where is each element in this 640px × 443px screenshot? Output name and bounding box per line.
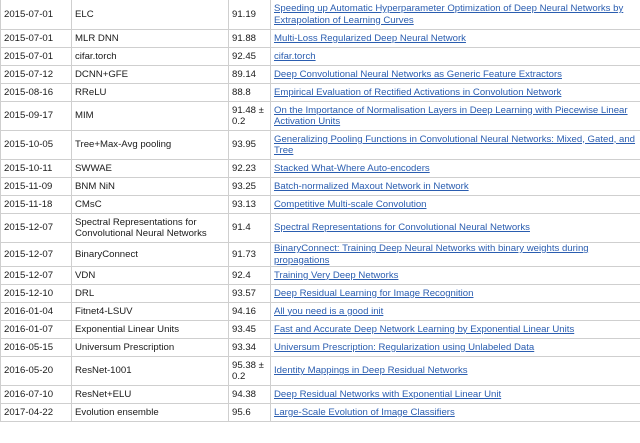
- table-row: [1, 214, 640, 243]
- table-row: [1, 84, 640, 102]
- paper-link[interactable]: Empirical Evaluation of Rectified Activations in Convolution Network: [274, 86, 562, 98]
- table-row: [1, 243, 640, 267]
- paper-link[interactable]: Identity Mappings in Deep Residual Networks: [274, 365, 468, 377]
- paper-cell: [271, 30, 640, 48]
- score-cell: 92.45: [229, 48, 271, 66]
- paper-link[interactable]: All you need is a good init: [274, 305, 384, 317]
- paper-cell: [271, 303, 640, 321]
- paper-link[interactable]: Multi-Loss Regularized Deep Neural Network: [274, 32, 466, 44]
- method-cell: CMsC: [72, 196, 229, 214]
- table-row: [1, 339, 640, 357]
- method-cell: SWWAE: [72, 160, 229, 178]
- date-cell: 2015-10-05: [1, 131, 72, 160]
- paper-cell: [271, 131, 640, 160]
- table-row: [1, 178, 640, 196]
- method-cell: cifar.torch: [72, 48, 229, 66]
- date-cell: 2016-01-04: [1, 303, 72, 321]
- paper-link[interactable]: cifar.torch: [274, 50, 316, 62]
- method-cell: DCNN+GFE: [72, 66, 229, 84]
- score-cell: 89.14: [229, 66, 271, 84]
- paper-link[interactable]: Spectral Representations for Convolutional Neural Networks: [274, 222, 530, 234]
- score-cell: 94.38: [229, 386, 271, 404]
- score-cell: 93.45: [229, 321, 271, 339]
- table-row: [1, 102, 640, 131]
- method-cell: ELC: [72, 0, 229, 30]
- method-cell: ResNet-1001: [72, 357, 229, 386]
- paper-link[interactable]: Deep Convolutional Neural Networks as Generic Feature Extractors: [274, 68, 562, 80]
- method-cell: Evolution ensemble: [72, 404, 229, 422]
- paper-cell: [271, 267, 640, 285]
- date-cell: 2015-11-18: [1, 196, 72, 214]
- paper-link[interactable]: Deep Residual Learning for Image Recognition: [274, 287, 474, 299]
- paper-cell: [271, 357, 640, 386]
- table-row: [1, 267, 640, 285]
- method-cell: Tree+Max-Avg pooling: [72, 131, 229, 160]
- table-row: [1, 66, 640, 84]
- score-cell: 92.4: [229, 267, 271, 285]
- table-row: [1, 404, 640, 422]
- date-cell: 2016-01-07: [1, 321, 72, 339]
- paper-cell: [271, 66, 640, 84]
- date-cell: 2016-05-15: [1, 339, 72, 357]
- date-cell: 2016-05-20: [1, 357, 72, 386]
- table-row: [1, 160, 640, 178]
- score-cell: 91.4: [229, 214, 271, 243]
- paper-link[interactable]: Fast and Accurate Deep Network Learning by Exponential Linear Units: [274, 323, 575, 335]
- paper-cell: [271, 178, 640, 196]
- method-cell: Universum Prescription: [72, 339, 229, 357]
- method-cell: MIM: [72, 102, 229, 131]
- method-cell: BNM NiN: [72, 178, 229, 196]
- score-cell: 94.16: [229, 303, 271, 321]
- paper-cell: [271, 243, 640, 267]
- paper-link[interactable]: Competitive Multi-scale Convolution: [274, 198, 427, 210]
- method-cell: MLR DNN: [72, 30, 229, 48]
- score-cell: 95.38 ± 0.2: [229, 357, 271, 386]
- method-cell: Exponential Linear Units: [72, 321, 229, 339]
- table-row: [1, 0, 640, 30]
- paper-cell: [271, 285, 640, 303]
- table-row: [1, 285, 640, 303]
- method-cell: ResNet+ELU: [72, 386, 229, 404]
- paper-link[interactable]: Generalizing Pooling Functions in Convolutional Neural Networks: Mixed, Gated, and Tree: [274, 133, 636, 156]
- date-cell: 2015-12-07: [1, 214, 72, 243]
- results-table-body: [1, 0, 640, 422]
- table-row: [1, 30, 640, 48]
- paper-cell: [271, 321, 640, 339]
- score-cell: 92.23: [229, 160, 271, 178]
- score-cell: 91.88: [229, 30, 271, 48]
- paper-cell: [271, 214, 640, 243]
- score-cell: 93.25: [229, 178, 271, 196]
- paper-cell: [271, 102, 640, 131]
- paper-cell: [271, 196, 640, 214]
- paper-link[interactable]: Deep Residual Networks with Exponential Linear Unit: [274, 388, 502, 400]
- method-cell: BinaryConnect: [72, 243, 229, 267]
- paper-link[interactable]: BinaryConnect: Training Deep Neural Networks with binary weights during propagations: [274, 243, 589, 266]
- score-cell: 88.8: [229, 84, 271, 102]
- date-cell: 2015-09-17: [1, 102, 72, 131]
- method-cell: Fitnet4-LSUV: [72, 303, 229, 321]
- paper-cell: [271, 48, 640, 66]
- table-row: [1, 386, 640, 404]
- date-cell: 2015-08-16: [1, 84, 72, 102]
- date-cell: 2016-07-10: [1, 386, 72, 404]
- date-cell: 2015-07-01: [1, 30, 72, 48]
- date-cell: 2015-07-01: [1, 48, 72, 66]
- paper-link[interactable]: Large-Scale Evolution of Image Classifiers: [274, 406, 455, 418]
- paper-link[interactable]: Batch-normalized Maxout Network in Network: [274, 180, 469, 192]
- paper-link[interactable]: On the Importance of Normalisation Layers in Deep Learning with Piecewise Linear Activation Units: [274, 104, 628, 127]
- table-row: [1, 303, 640, 321]
- method-cell: Spectral Representations for Convolutional Neural Networks: [72, 214, 229, 243]
- date-cell: 2015-11-09: [1, 178, 72, 196]
- score-cell: 95.6: [229, 404, 271, 422]
- paper-link[interactable]: Stacked What-Where Auto-encoders: [274, 162, 430, 174]
- method-cell: VDN: [72, 267, 229, 285]
- paper-cell: [271, 404, 640, 422]
- paper-cell: [271, 84, 640, 102]
- date-cell: 2015-12-10: [1, 285, 72, 303]
- date-cell: 2015-12-07: [1, 243, 72, 267]
- method-cell: RReLU: [72, 84, 229, 102]
- paper-link[interactable]: Universum Prescription: Regularization using Unlabeled Data: [274, 341, 535, 353]
- date-cell: 2015-10-11: [1, 160, 72, 178]
- table-row: [1, 321, 640, 339]
- paper-cell: [271, 386, 640, 404]
- paper-cell: [271, 160, 640, 178]
- paper-cell: [271, 0, 640, 30]
- table-row: [1, 196, 640, 214]
- date-cell: 2015-12-07: [1, 267, 72, 285]
- table-row: [1, 131, 640, 160]
- table-row: [1, 357, 640, 386]
- paper-link[interactable]: Training Very Deep Networks: [274, 269, 399, 281]
- paper-cell: [271, 339, 640, 357]
- date-cell: 2017-04-22: [1, 404, 72, 422]
- score-cell: 91.73: [229, 243, 271, 267]
- date-cell: 2015-07-12: [1, 66, 72, 84]
- score-cell: 91.19: [229, 0, 271, 30]
- paper-link[interactable]: Speeding up Automatic Hyperparameter Optimization of Deep Neural Networks by Extrapolation of Learning Curves: [274, 3, 624, 26]
- score-cell: 93.13: [229, 196, 271, 214]
- score-cell: 93.57: [229, 285, 271, 303]
- method-cell: DRL: [72, 285, 229, 303]
- score-cell: 93.95: [229, 131, 271, 160]
- table-row: [1, 48, 640, 66]
- date-cell: 2015-07-01: [1, 0, 72, 30]
- score-cell: 91.48 ± 0.2: [229, 102, 271, 131]
- score-cell: 93.34: [229, 339, 271, 357]
